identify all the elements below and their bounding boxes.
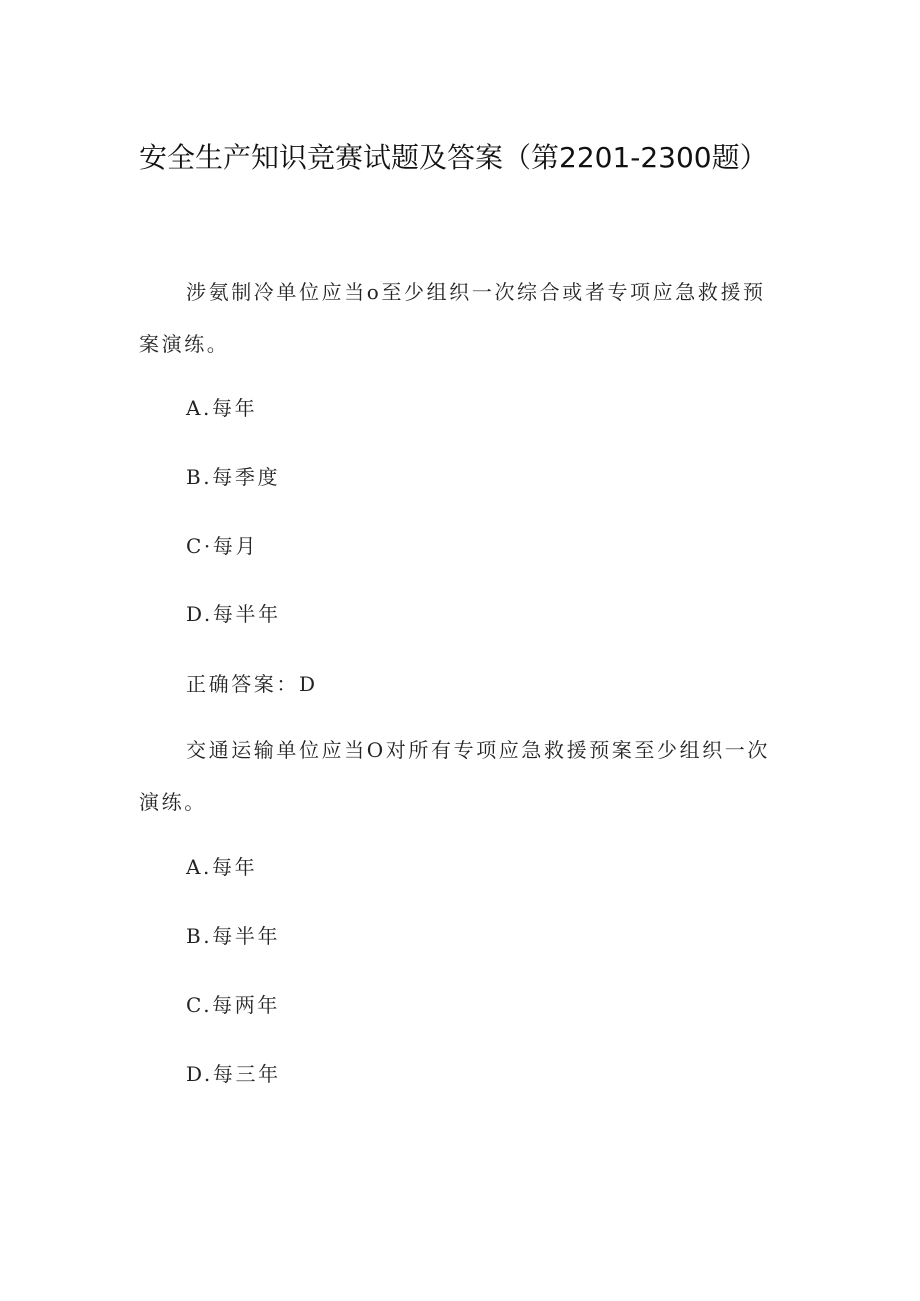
document-title: 安全生产知识竞赛试题及答案（第2201-2300题） (139, 141, 768, 174)
question-2-option-d: D.每三年 (186, 1062, 281, 1086)
question-2-stem: 交通运输单位应当O对所有专项应急救援预案至少组织一次演练。 (139, 738, 770, 814)
question-2-option-b: B.每半年 (186, 924, 281, 948)
question-1-answer: 正确答案：D (186, 672, 318, 696)
question-2-option-a: A.每年 (186, 855, 258, 879)
question-1-option-d: D.每半年 (186, 602, 281, 626)
question-1-stem: 涉氨制冷单位应当o至少组织一次综合或者专项应急救援预案演练。 (139, 280, 766, 356)
question-1-option-b: B.每季度 (186, 465, 281, 489)
question-1-option-a: A.每年 (186, 396, 258, 420)
question-2-option-c: C.每两年 (186, 993, 280, 1017)
question-1-option-c: C·每月 (186, 534, 259, 558)
